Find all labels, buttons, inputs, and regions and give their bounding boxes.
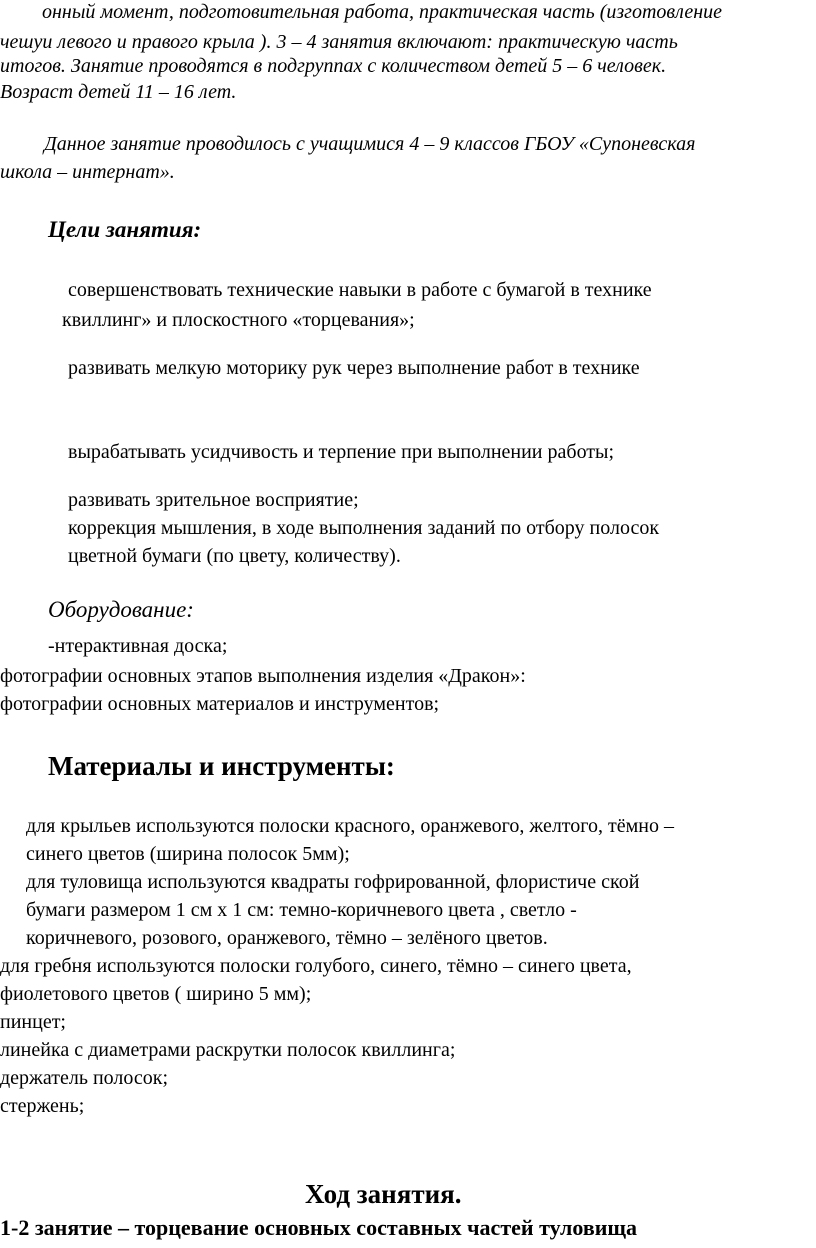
material-item-1-cont: синего цветов (ширина полосок 5мм);	[26, 843, 350, 865]
material-item-6: держатель полосок;	[0, 1067, 169, 1089]
goal-item-3: вырабатывать усидчивость и терпение при выполнении работы;	[68, 441, 615, 463]
intro-line-3: итогов. Занятие проводятся в подгруппах с количеством детей 5 – 6 человек.	[0, 55, 667, 77]
equipment-item-3: фотографии основных материалов и инструментов;	[0, 693, 440, 715]
intro-line-2: чешуи левого и правого крыла ). 3 – 4 занятия включают: практическую часть	[0, 31, 678, 53]
material-item-3: для гребня используются полоски голубого, синего, тёмно – синего цвета,	[0, 955, 632, 977]
goal-item-1-cont: квиллинг» и плоскостного «торцевания»;	[62, 309, 415, 331]
course-heading: Ход занятия.	[305, 1179, 462, 1209]
equipment-item-2: фотографии основных этапов выполнения изделия «Дракон»:	[0, 665, 526, 687]
material-item-2-cont-1: бумаги размером 1 см х 1 см: темно-коричневого цвета , светло -	[26, 899, 577, 921]
material-item-1: для крыльев используются полоски красного, оранжевого, желтого, тёмно –	[26, 815, 674, 837]
equipment-heading: Оборудование:	[48, 597, 194, 622]
school-line-2: школа – интернат».	[0, 161, 175, 183]
equipment-item-1: -нтерактивная доска;	[48, 635, 228, 657]
material-item-7: стержень;	[0, 1095, 85, 1117]
goal-item-4: развивать зрительное восприятие;	[68, 489, 359, 511]
material-item-5: линейка с диаметрами раскрутки полосок квиллинга;	[0, 1039, 456, 1061]
intro-line-1: онный момент, подготовительная работа, практическая часть (изготовление	[42, 1, 722, 23]
goal-item-5-cont: цветной бумаги (по цвету, количеству).	[68, 545, 401, 567]
material-item-4: пинцет;	[0, 1011, 66, 1033]
material-item-2-cont-2: коричневого, розового, оранжевого, тёмно – зелёного цветов.	[26, 927, 548, 949]
goal-item-2: развивать мелкую моторику рук через выполнение работ в технике	[68, 357, 640, 379]
goal-item-5: коррекция мышления, в ходе выполнения заданий по отбору полосок	[68, 517, 660, 539]
goal-item-1: совершенствовать технические навыки в работе с бумагой в технике	[68, 279, 652, 301]
material-item-3-cont: фиолетового цветов ( ширино 5 мм);	[0, 983, 312, 1005]
materials-heading: Материалы и инструменты:	[48, 751, 395, 781]
goals-heading: Цели занятия:	[48, 217, 202, 242]
school-line-1: Данное занятие проводилось с учащимися 4 – 9 классов ГБОУ «Супоневская	[44, 133, 696, 155]
course-subheading: 1-2 занятие – торцевание основных составных частей туловища	[0, 1215, 637, 1240]
intro-line-4: Возраст детей 11 – 16 лет.	[0, 81, 237, 103]
material-item-2: для туловища используются квадраты гофрированной, флористиче ской	[26, 871, 640, 893]
